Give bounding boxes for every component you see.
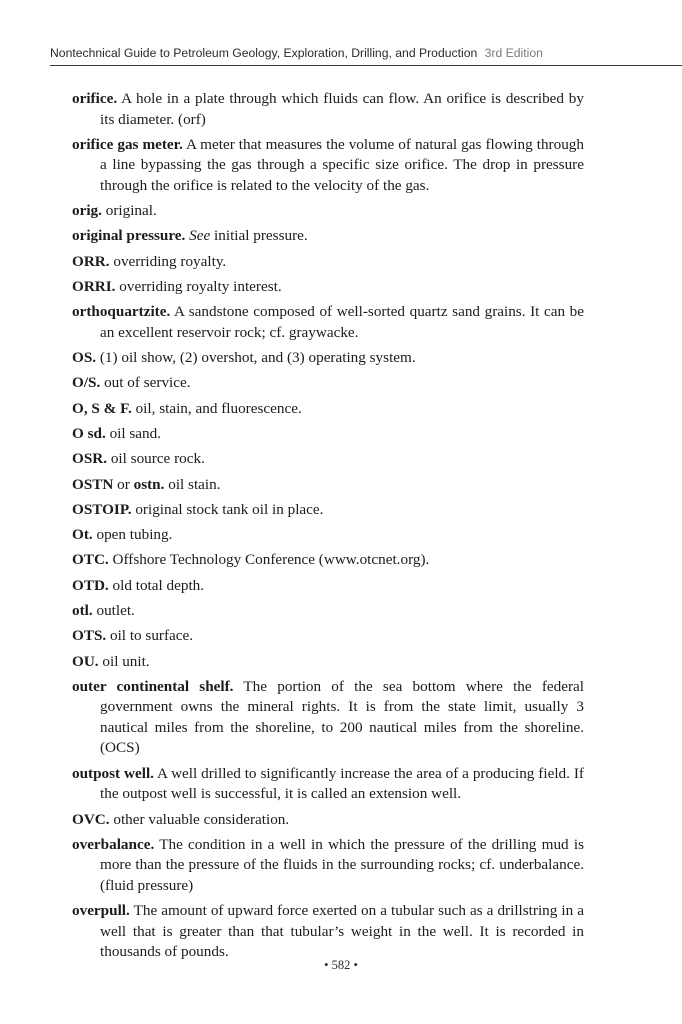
entry-term: orifice. bbox=[72, 90, 118, 107]
glossary-entry bbox=[72, 424, 584, 445]
entry-term: OSTOIP. bbox=[72, 500, 132, 518]
glossary-entry bbox=[72, 277, 584, 298]
entry-term: overbalance. bbox=[72, 835, 155, 853]
glossary-entry bbox=[72, 677, 584, 759]
entry-term: OVC. bbox=[72, 810, 110, 828]
entry-term: otl. bbox=[72, 602, 93, 620]
entry-term: OSTN bbox=[72, 475, 114, 493]
glossary-entry bbox=[72, 500, 584, 521]
glossary-entry bbox=[72, 835, 584, 897]
entry-term: OU. bbox=[72, 652, 99, 670]
see-target: initial pressure. bbox=[214, 227, 308, 245]
glossary-entry bbox=[72, 550, 584, 571]
term-connector: or bbox=[117, 475, 130, 493]
header-rule bbox=[50, 65, 682, 66]
entry-definition: outlet. bbox=[96, 602, 135, 620]
entry-term: OSR. bbox=[72, 450, 108, 468]
entry-term: O, S & F. bbox=[72, 399, 132, 417]
entry-definition: (1) oil show, (2) overshot, and (3) operating system. bbox=[99, 349, 416, 367]
glossary-entry bbox=[72, 252, 584, 273]
entry-definition: The portion of the sea bottom where the federal government owns the mineral rights. It is from the state limit, usually 3 nautical miles from the shoreline, to 200 nautical miles from the shoreline. (OCS) bbox=[100, 677, 584, 757]
entry-definition: oil, stain, and fluorescence. bbox=[135, 399, 302, 417]
glossary-entry bbox=[72, 201, 584, 222]
entry-term: outpost well. bbox=[72, 764, 154, 782]
entry-term: OTC. bbox=[72, 551, 109, 569]
entry-definition: open tubing. bbox=[96, 526, 173, 544]
entry-term: overpull. bbox=[72, 902, 130, 920]
entry-term: orthoquartzite. bbox=[72, 303, 171, 321]
entry-term: OTS. bbox=[72, 627, 107, 645]
glossary-entry bbox=[72, 652, 584, 673]
entry-definition: overriding royalty. bbox=[113, 252, 227, 270]
entry-term: O/S. bbox=[72, 374, 101, 392]
glossary-entry bbox=[72, 135, 584, 197]
book-edition: 3rd Edition bbox=[484, 46, 543, 60]
glossary-entry bbox=[72, 449, 584, 470]
entry-definition: oil source rock. bbox=[110, 450, 205, 468]
entry-term-alt: ostn. bbox=[133, 475, 165, 493]
glossary-entry bbox=[72, 226, 584, 247]
entry-definition: A sandstone composed of well-sorted quartz sand grains. It can be an excellent reservoir rock; cf. graywacke. bbox=[100, 303, 584, 341]
page-number: • 582 • bbox=[324, 958, 358, 972]
glossary-entry bbox=[72, 399, 584, 420]
entry-term: OS. bbox=[72, 349, 97, 367]
glossary-entries bbox=[72, 89, 584, 967]
entry-definition: Offshore Technology Conference (www.otcnet.org). bbox=[112, 551, 430, 569]
glossary-entry bbox=[72, 901, 584, 963]
entry-term: ORR. bbox=[72, 252, 110, 270]
glossary-entry bbox=[72, 89, 584, 130]
entry-definition: oil stain. bbox=[168, 475, 221, 493]
glossary-entry bbox=[72, 348, 584, 369]
glossary-entry bbox=[72, 525, 584, 546]
running-header bbox=[50, 46, 682, 60]
glossary-entry bbox=[72, 302, 584, 343]
entry-definition: A hole in a plate through which fluids can flow. An orifice is described by its diameter. (orf) bbox=[100, 90, 584, 128]
entry-term: original pressure. bbox=[72, 227, 186, 245]
entry-definition: The condition in a well in which the pressure of the drilling mud is more than the pressure of the fluids in the surrounding rocks; cf. underbalance. (fluid pressure) bbox=[100, 835, 584, 894]
entry-definition: old total depth. bbox=[112, 576, 205, 594]
entry-definition: out of service. bbox=[104, 374, 191, 392]
glossary-entry bbox=[72, 601, 584, 622]
entry-term: ORRI. bbox=[72, 277, 116, 295]
entry-definition: oil unit. bbox=[102, 652, 150, 670]
see-reference: See bbox=[189, 227, 211, 245]
entry-term: OTD. bbox=[72, 576, 109, 594]
glossary-entry bbox=[72, 576, 584, 597]
entry-definition: A meter that measures the volume of natural gas flowing through a line bypassing the gas through a specific size orifice. The drop in pressure through the orifice is related to the velocity of the gas. bbox=[100, 135, 584, 194]
entry-definition bbox=[189, 227, 308, 244]
entry-definition: original. bbox=[105, 202, 157, 220]
glossary-entry bbox=[72, 475, 584, 496]
entry-definition: oil to surface. bbox=[109, 627, 194, 645]
entry-term: O sd. bbox=[72, 424, 106, 442]
book-title: Nontechnical Guide to Petroleum Geology, Exploration, Drilling, and Production bbox=[50, 46, 478, 60]
entry-term: outer continental shelf. bbox=[72, 677, 234, 695]
entry-term: orifice gas meter. bbox=[72, 135, 183, 153]
entry-definition: other valuable consideration. bbox=[113, 810, 290, 828]
entry-definition: original stock tank oil in place. bbox=[135, 500, 324, 518]
glossary-entry bbox=[72, 626, 584, 647]
entry-definition: oil sand. bbox=[109, 424, 162, 442]
glossary-entry bbox=[72, 810, 584, 831]
entry-term: Ot. bbox=[72, 526, 93, 544]
entry-definition: The amount of upward force exerted on a tubular such as a drillstring in a well that is greater than that tubular’s weight in the well. It is recorded in thousands of pounds. bbox=[100, 902, 584, 961]
entry-definition: A well drilled to significantly increase the area of a producing field. If the outpost well is successful, it is called an extension well. bbox=[100, 764, 584, 803]
entry-term: orig. bbox=[72, 202, 102, 220]
glossary-entry bbox=[72, 764, 584, 805]
glossary-entry bbox=[72, 373, 584, 394]
entry-definition: overriding royalty interest. bbox=[119, 277, 282, 295]
